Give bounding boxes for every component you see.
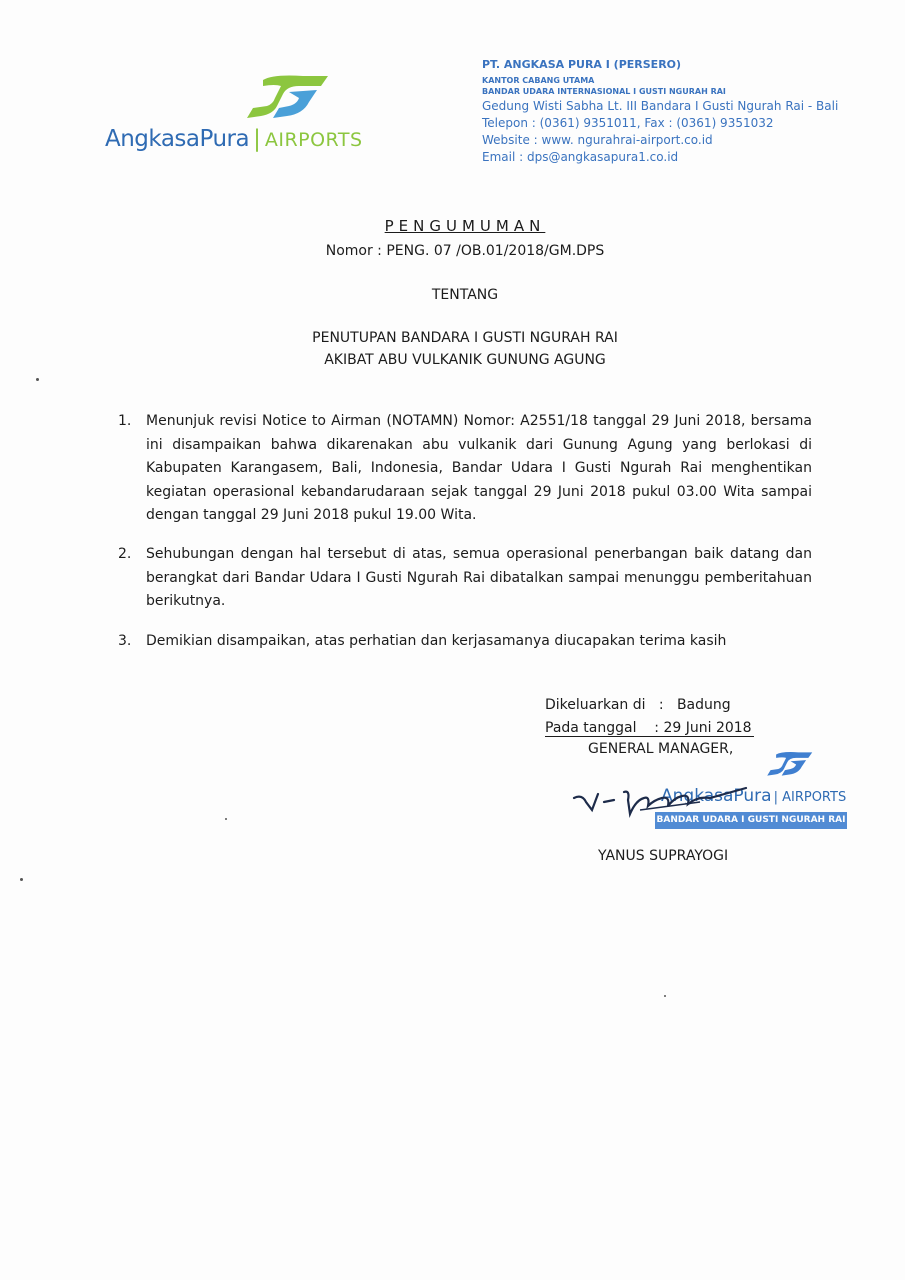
signer-name: YANUS SUPRAYOGI — [598, 848, 729, 864]
item-number: 2. — [118, 546, 132, 562]
list-item — [118, 543, 812, 614]
company-name: PT. ANGKASA PURA I (PERSERO) — [482, 58, 682, 71]
list-item — [118, 410, 812, 528]
issued-date: Pada tanggal : 29 Juni 2018 — [545, 720, 752, 736]
scan-speck — [225, 818, 227, 820]
company-address: Gedung Wisti Sabha Lt. III Bandara I Gusti Ngurah Rai - Bali — [482, 99, 839, 113]
document-about-label: TENTANG — [431, 287, 499, 303]
document-number: Nomor : PENG. 07 /OB.01/2018/GM.DPS — [325, 243, 605, 259]
item-number: 3. — [118, 633, 132, 649]
stamp-airports-text: | AIRPORTS — [773, 790, 847, 805]
office-name: KANTOR CABANG UTAMA — [482, 76, 595, 85]
angkasa-pura-logo-icon — [243, 72, 333, 122]
issued-place: Dikeluarkan di : Badung — [545, 697, 731, 713]
logo-airports-text: AIRPORTS — [264, 129, 363, 151]
scan-speck — [36, 378, 39, 381]
company-website: Website : www. ngurahrai-airport.co.id — [482, 133, 713, 147]
airport-name: BANDAR UDARA INTERNASIONAL I GUSTI NGURAH RAI — [482, 87, 726, 96]
stamp-brand-text: AngkasaPura — [661, 786, 772, 806]
list-item — [118, 630, 812, 654]
company-info — [482, 58, 838, 164]
item-text: Demikian disampaikan, atas perhatian dan kerjasamanya diucapakan terima kasih — [146, 633, 727, 649]
document-subject — [0, 327, 905, 371]
item-text: Menunjuk revisi Notice to Airman (NOTAMN) Nomor: A2551/18 tanggal 29 Juni 2018, bersama ini disampaikan bahwa dikarenakan abu vulkanik dari Gunung Agung yang berlokasi di Kabupaten Karangasem, Bali, Indonesia, Bandar Udara I Gusti Ngurah Rai menghentikan kegiatan operasional kebandarudaraan sejak tanggal 29 Juni 2018 pukul 03.00 Wita sampai dengan tanggal 29 Juni 2018 pukul 19.00 Wita. — [146, 413, 812, 523]
scan-speck — [20, 878, 23, 881]
signer-position: GENERAL MANAGER, — [588, 741, 734, 757]
scan-speck — [664, 995, 666, 997]
logo-brand-text: AngkasaPura — [105, 126, 250, 152]
subject-line-1: PENUTUPAN BANDARA I GUSTI NGURAH RAI — [312, 330, 618, 346]
company-email: Email : dps@angkasapura1.co.id — [482, 150, 679, 164]
handwritten-signature — [570, 780, 770, 830]
item-number: 1. — [118, 413, 132, 429]
item-text: Sehubungan dengan hal tersebut di atas, semua operasional penerbangan baik datang dan berangkat dari Bandar Udara I Gusti Ngurah Rai dibatalkan sampai menunggu pemberitahuan berikutnya. — [146, 546, 812, 609]
stamp-band-text: BANDAR UDARA I GUSTI NGURAH RAI — [655, 812, 847, 829]
company-logo: AngkasaPura | AIRPORTS — [105, 72, 405, 162]
document-title: PENGUMUMAN — [384, 217, 546, 235]
stamp-logo-icon — [765, 748, 815, 780]
company-phone: Telepon : (0361) 9351011, Fax : (0361) 9351032 — [482, 116, 774, 130]
subject-line-2: AKIBAT ABU VULKANIK GUNUNG AGUNG — [324, 352, 606, 368]
